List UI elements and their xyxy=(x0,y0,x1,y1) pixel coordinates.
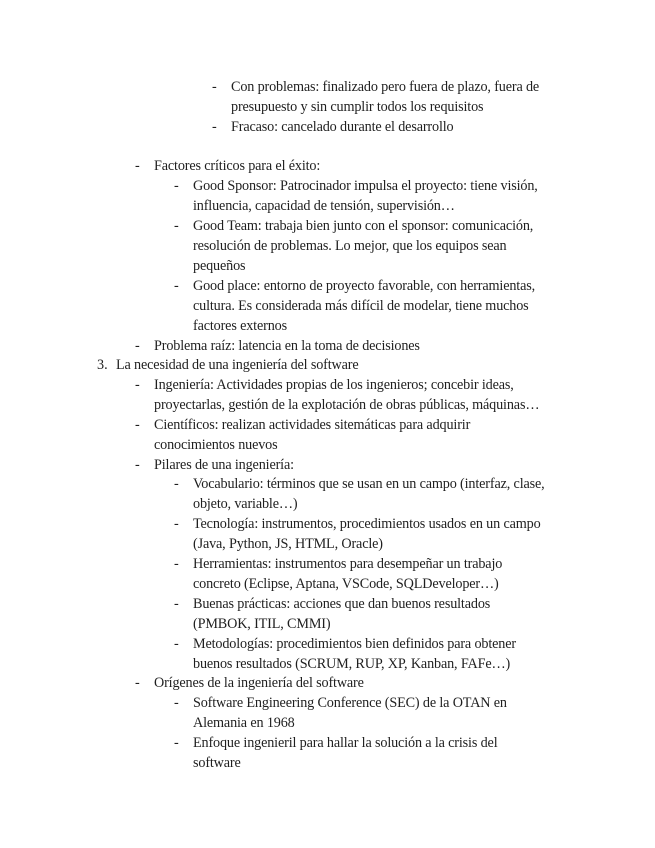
section-title: La necesidad de una ingeniería del software xyxy=(116,357,359,373)
list-dash: - xyxy=(174,218,179,234)
list-item-line: Con problemas: finalizado pero fuera de plazo, fuera de xyxy=(231,79,540,95)
list-item-line: Tecnología: instrumentos, procedimientos usados en un campo xyxy=(193,516,541,532)
list-item-line: (Java, Python, JS, HTML, Oracle) xyxy=(193,536,383,552)
list-item-line: proyectarlas, gestión de la explotación de obras públicas, máquinas… xyxy=(154,397,540,413)
list-dash: - xyxy=(174,695,179,711)
list-heading: Orígenes de la ingeniería del software xyxy=(154,675,364,691)
list-item-line: buenos resultados (SCRUM, RUP, XP, Kanban, FAFe…) xyxy=(193,656,511,672)
list-item-line: conocimientos nuevos xyxy=(154,437,278,453)
list-item-line: pequeños xyxy=(193,258,246,274)
list-item-line: presupuesto y sin cumplir todos los requisitos xyxy=(231,99,484,115)
list-item-line: Buenas prácticas: acciones que dan buenos resultados xyxy=(193,596,491,612)
list-item-line: Metodologías: procedimientos bien definidos para obtener xyxy=(193,636,516,652)
list-item-line: resolución de problemas. Lo mejor, que los equipos sean xyxy=(193,238,507,254)
list-item-line: Alemania en 1968 xyxy=(193,715,295,731)
list-item-line: software xyxy=(193,755,241,771)
list-dash: - xyxy=(212,119,217,135)
list-item-line: Científicos: realizan actividades sitemáticas para adquirir xyxy=(154,417,471,433)
list-item-line: factores externos xyxy=(193,318,287,334)
list-dash: - xyxy=(174,596,179,612)
list-dash: - xyxy=(174,278,179,294)
list-item-line: Ingeniería: Actividades propias de los ingenieros; concebir ideas, xyxy=(154,377,514,393)
list-item-line: Fracaso: cancelado durante el desarrollo xyxy=(231,119,454,135)
list-item-line: objeto, variable…) xyxy=(193,496,298,512)
list-item-line: Good Sponsor: Patrocinador impulsa el proyecto: tiene visión, xyxy=(193,178,538,194)
list-dash: - xyxy=(212,79,217,95)
list-item-line: influencia, capacidad de tensión, supervisión… xyxy=(193,198,455,214)
section-number: 3. xyxy=(97,357,108,373)
list-heading: Pilares de una ingeniería: xyxy=(154,457,294,473)
list-item-line: (PMBOK, ITIL, CMMI) xyxy=(193,616,331,632)
list-dash: - xyxy=(174,556,179,572)
list-item-line: Software Engineering Conference (SEC) de la OTAN en xyxy=(193,695,507,711)
list-dash: - xyxy=(174,735,179,751)
list-item-line: Vocabulario: términos que se usan en un campo (interfaz, clase, xyxy=(193,476,545,492)
list-heading: Factores críticos para el éxito: xyxy=(154,158,321,174)
list-dash: - xyxy=(174,178,179,194)
list-item-line: Enfoque ingenieril para hallar la solución a la crisis del xyxy=(193,735,498,751)
list-item-line: Herramientas: instrumentos para desempeñar un trabajo xyxy=(193,556,503,572)
list-dash: - xyxy=(135,158,140,174)
list-item-line: cultura. Es considerada más difícil de modelar, tiene muchos xyxy=(193,298,529,314)
list-item-line: Problema raíz: latencia en la toma de decisiones xyxy=(154,338,420,354)
list-dash: - xyxy=(174,476,179,492)
list-dash: - xyxy=(135,417,140,433)
list-item-line: Good Team: trabaja bien junto con el sponsor: comunicación, xyxy=(193,218,534,234)
list-item-line: Good place: entorno de proyecto favorable, con herramientas, xyxy=(193,278,535,294)
list-dash: - xyxy=(135,338,140,354)
list-dash: - xyxy=(135,675,140,691)
list-dash: - xyxy=(174,516,179,532)
list-dash: - xyxy=(135,377,140,393)
list-dash: - xyxy=(174,636,179,652)
list-item-line: concreto (Eclipse, Aptana, VSCode, SQLDeveloper…) xyxy=(193,576,499,592)
list-dash: - xyxy=(135,457,140,473)
